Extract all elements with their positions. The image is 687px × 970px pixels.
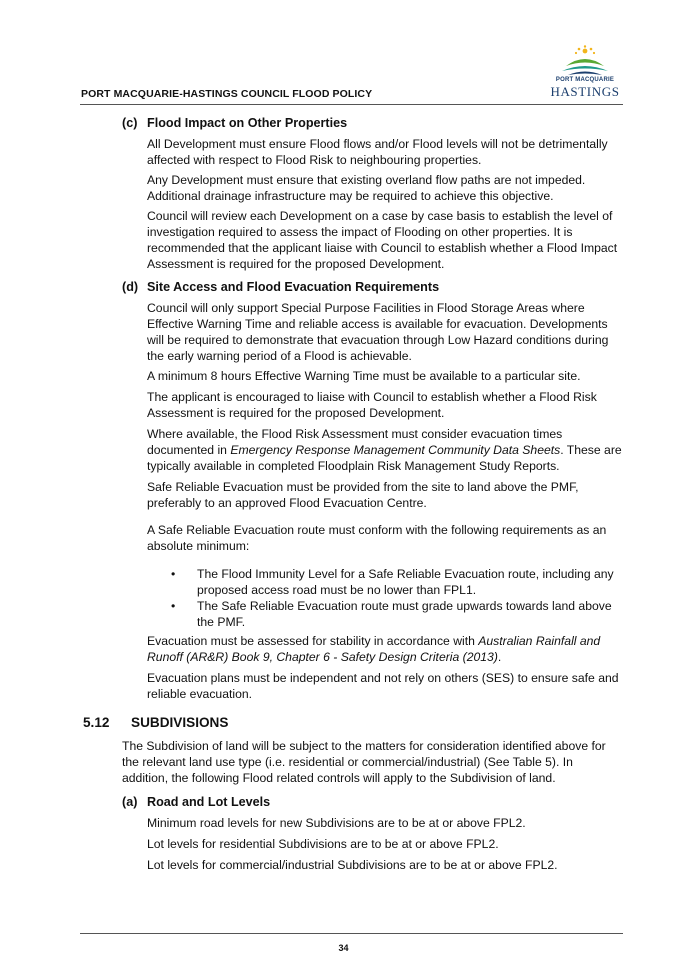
section-d-title: Site Access and Flood Evacuation Requirements xyxy=(147,280,440,294)
paragraph: All Development must ensure Flood flows and/or Flood levels will not be detrimentally affected with respect to Flood Risk to neighbouring properties. xyxy=(147,137,608,167)
paragraph: The Subdivision of land will be subject to the matters for consideration identified above for the relevant land use type (i.e. residential or commercial/industrial) (See Table 5). In addition, the following Flood related controls will apply to the Subdivision of land. xyxy=(122,739,606,785)
section-a-title: Road and Lot Levels xyxy=(147,795,271,809)
italic-reference: Emergency Response Management Community Data Sheets xyxy=(230,443,561,457)
section-a-label: (a) xyxy=(122,795,138,809)
hill-shape xyxy=(566,59,604,66)
section-d-heading xyxy=(122,279,439,295)
paragraph: Evacuation plans must be independent and not rely on others (SES) to ensure safe and reliable evacuation. xyxy=(147,671,619,701)
sun-rays-icon xyxy=(575,45,595,54)
paragraph: Lot levels for commercial/industrial Subdivisions are to be at or above FPL2. xyxy=(147,858,558,872)
paragraph: Council will only support Special Purpose Facilities in Flood Storage Areas where Effective Warning Time and reliable access is available for evacuation. Developments will be required to demonstrate that evacuation through Low Hazard conditions during the early warning period of a Flood is achievable. xyxy=(147,301,609,363)
paragraph-with-italic xyxy=(147,633,623,665)
section-512-heading xyxy=(83,714,228,731)
council-logo-icon xyxy=(548,44,622,99)
list-item-text: The Safe Reliable Evacuation route must grade upwards towards land above the PMF. xyxy=(197,599,612,629)
paragraph: Minimum road levels for new Subdivisions are to be at or above FPL2. xyxy=(147,816,526,830)
logo-text-top: PORT MACQUARIE xyxy=(555,77,615,83)
paragraph: The applicant is encouraged to liaise with Council to establish whether a Flood Risk Assessment is required for the proposed Development. xyxy=(147,390,597,420)
paragraph: Lot levels for residential Subdivisions are to be at or above FPL2. xyxy=(147,837,499,851)
text-run: Evacuation must be assessed for stability in accordance with xyxy=(147,634,479,648)
section-number: 5.12 xyxy=(83,715,110,730)
section-c-heading xyxy=(122,115,347,131)
page-number: 34 xyxy=(338,943,349,953)
italic-reference: Australian Rainfall and Runoff (AR&R) Book 9, Chapter 6 - Safety Design Criteria (2013) xyxy=(147,634,601,664)
wave-shape xyxy=(562,66,608,71)
water-shape xyxy=(568,72,602,76)
logo-graphic xyxy=(548,44,622,78)
section-d-label: (d) xyxy=(122,280,139,294)
bullet-icon: • xyxy=(171,599,176,613)
section-title: SUBDIVISIONS xyxy=(131,715,229,730)
text-run: Where available, the Flood Risk Assessment must consider evacuation times documented in xyxy=(147,427,563,457)
paragraph: Council will review each Development on a case by case basis to establish the level of investigation required to assess the impact of Flooding on other properties. It is recommended that the applicant liaise with Council to establish whether a Flood Impact Assessment is required for the proposed Development. xyxy=(147,209,618,271)
header-divider xyxy=(80,104,623,105)
paragraph: A Safe Reliable Evacuation route must conform with the following requirements as an absolute minimum: xyxy=(147,523,607,553)
header-title: PORT MACQUARIE-HASTINGS COUNCIL FLOOD POLICY xyxy=(81,88,373,100)
paragraph: Any Development must ensure that existing overland flow paths are not impeded. Additional drainage infrastructure may be required to achieve this objective. xyxy=(147,173,586,203)
paragraph: A minimum 8 hours Effective Warning Time must be available to a particular site. xyxy=(147,369,581,383)
bullet-icon: • xyxy=(171,567,176,581)
footer-divider xyxy=(80,933,623,934)
list-item-text: The Flood Immunity Level for a Safe Reliable Evacuation route, including any proposed access road must be no lower than FPL1. xyxy=(197,567,614,597)
logo-text-main: HASTINGS xyxy=(550,84,620,99)
text-run: . xyxy=(497,650,502,664)
paragraph: Safe Reliable Evacuation must be provided from the site to land above the PMF, preferably to an approved Flood Evacuation Centre. xyxy=(147,480,579,510)
section-c-title: Flood Impact on Other Properties xyxy=(147,116,348,130)
paragraph-with-italic xyxy=(147,426,623,474)
section-a-heading xyxy=(122,794,270,810)
section-c-label: (c) xyxy=(122,116,138,130)
text-run: . These are typically available in completed Floodplain Risk Management Study Reports. xyxy=(147,443,622,473)
